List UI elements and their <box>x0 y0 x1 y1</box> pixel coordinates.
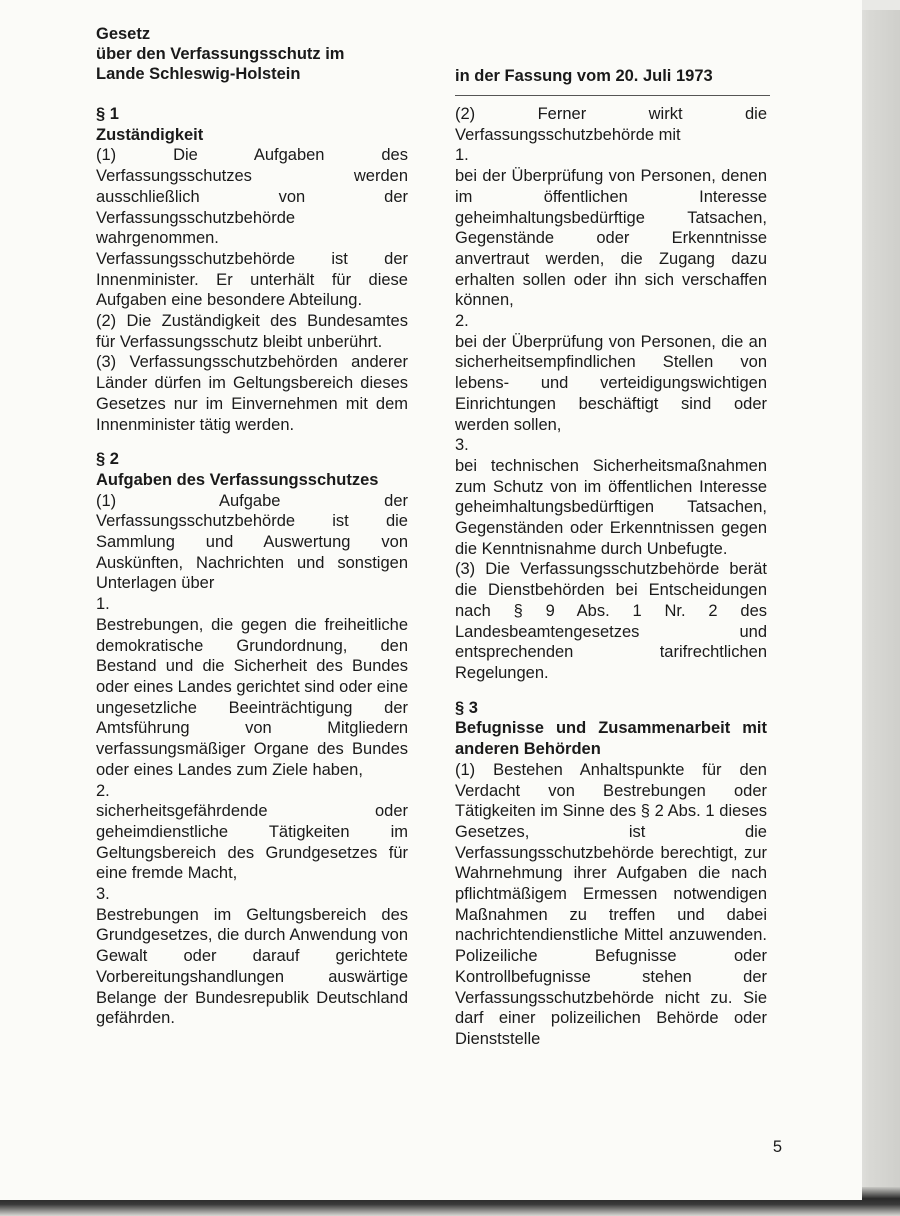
section-3-title: Befugnisse und Zusammenarbeit mit anderen Behörden <box>455 719 767 759</box>
left-column <box>96 104 408 1029</box>
law-title-line-3: Lande Schleswig-Holstein <box>96 65 301 83</box>
list-number-3: 3. <box>455 436 469 455</box>
section-1-paragraph-2: (2) Die Zuständigkeit des Bundesamtes für Verfassungsschutz bleibt unberührt. <box>96 312 408 351</box>
list-item-1: bei der Überprüfung von Personen, denen im öffentlichen Interesse geheimhaltungsbedürftige Tatsachen, Gegenstände oder Erkenntnisse anvertraut werden, die Zugang dazu erhalten sollen oder ihn sich verschaffen können, <box>455 167 767 310</box>
section-1-title: Zuständigkeit <box>96 125 204 144</box>
list-number-2: 2. <box>96 781 110 800</box>
section-2-paragraph-3: (3) Die Verfassungsschutzbehörde berät die Dienstbehörden bei Entscheidungen nach § 9 Abs. 1 Nr. 2 des Landesbeamtengesetzes und entsprechenden tarifrechtlichen Regelungen. <box>455 560 767 682</box>
section-3-number: § 3 <box>455 698 478 717</box>
version-date: in der Fassung vom 20. Juli 1973 <box>455 67 713 85</box>
section-2-title: Aufgaben des Verfassungsschutzes <box>96 470 379 489</box>
list-item-2: sicherheitsgefährdende oder geheimdienstliche Tätigkeiten im Geltungsbereich des Grundgesetzes für eine fremde Macht, <box>96 802 408 883</box>
law-title-line-2: über den Verfassungsschutz im <box>96 45 345 63</box>
list-item-2: bei der Überprüfung von Personen, die an sicherheitsempfindlichen Stellen von lebens- und verteidigungswichtigen Einrichtungen beschäftigt sind oder werden sollen, <box>455 332 767 434</box>
section-1-paragraph-1: (1) Die Aufgaben des Verfassungsschutzes werden ausschließlich von der Verfassungsschutzbehörde wahrgenommen. Verfassungsschutzbehörde ist der Innenminister. Er unterhält für diese Aufgaben eine besondere Abteilung. <box>96 146 408 310</box>
list-number-2: 2. <box>455 312 469 331</box>
law-title-line-1: Gesetz <box>96 25 151 43</box>
section-1-paragraph-3: (3) Verfassungsschutzbehörden anderer Länder dürfen im Geltungsbereich dieses Gesetzes nur im Einvernehmen mit dem Innenminister tätig werden. <box>96 353 408 434</box>
page-number: 5 <box>772 1138 782 1156</box>
list-item-1: Bestrebungen, die gegen die freiheitliche demokratische Grundordnung, den Bestand und die Sicherheit des Bundes oder eines Landes gerichtet sind oder eine ungesetzliche Beeinträchtigung der Amtsführung von Mitgliedern verfassungsmäßiger Organe des Bundes oder eines Landes zum Ziele haben, <box>96 615 408 779</box>
header-rule <box>455 95 770 96</box>
law-title <box>96 24 436 84</box>
list-number-3: 3. <box>96 885 110 904</box>
section-2-paragraph-2: (2) Ferner wirkt die Verfassungsschutzbehörde mit <box>455 105 767 144</box>
right-column <box>455 104 767 1050</box>
list-item-3: bei technischen Sicherheitsmaßnahmen zum Schutz von im öffentlichen Interesse geheimhaltungsbedürftigen Tatsachen, Gegenständen oder Erkenntnissen gegen die Kenntnisnahme durch Unbefugte. <box>455 456 767 558</box>
list-number-1: 1. <box>455 146 469 165</box>
list-number-1: 1. <box>96 595 110 614</box>
section-2-number: § 2 <box>96 450 119 469</box>
section-3-paragraph-1: (1) Bestehen Anhaltspunkte für den Verdacht von Bestrebungen oder Tätigkeiten im Sinne des § 2 Abs. 1 dieses Gesetzes, ist die Verfassungsschutzbehörde berechtigt, zur Wahrnehmung ihrer Aufgaben die nach pflichtmäßigem Ermessen notwendigen Maßnahmen zu treffen und dabei nachrichtendienstliche Mittel anzuwenden. Polizeiliche Befugnisse oder Kontrollbefugnisse stehen der Verfassungsschutzbehörde nicht zu. Sie darf einer polizeilichen Behörde oder Dienststelle <box>455 760 767 1048</box>
section-gap <box>96 435 408 449</box>
list-item-3: Bestrebungen im Geltungsbereich des Grundgesetzes, die durch Anwendung von Gewalt oder darauf gerichtete Vorbereitungshandlungen auswärtige Belange der Bundesrepublik Deutschland gefährden. <box>96 905 408 1028</box>
section-gap <box>455 684 767 698</box>
section-2-paragraph-1: (1) Aufgabe der Verfassungsschutzbehörde ist die Sammlung und Auswertung von Auskünften, Nachrichten und sonstigen Unterlagen über <box>96 491 408 593</box>
section-1-number: § 1 <box>96 105 119 123</box>
